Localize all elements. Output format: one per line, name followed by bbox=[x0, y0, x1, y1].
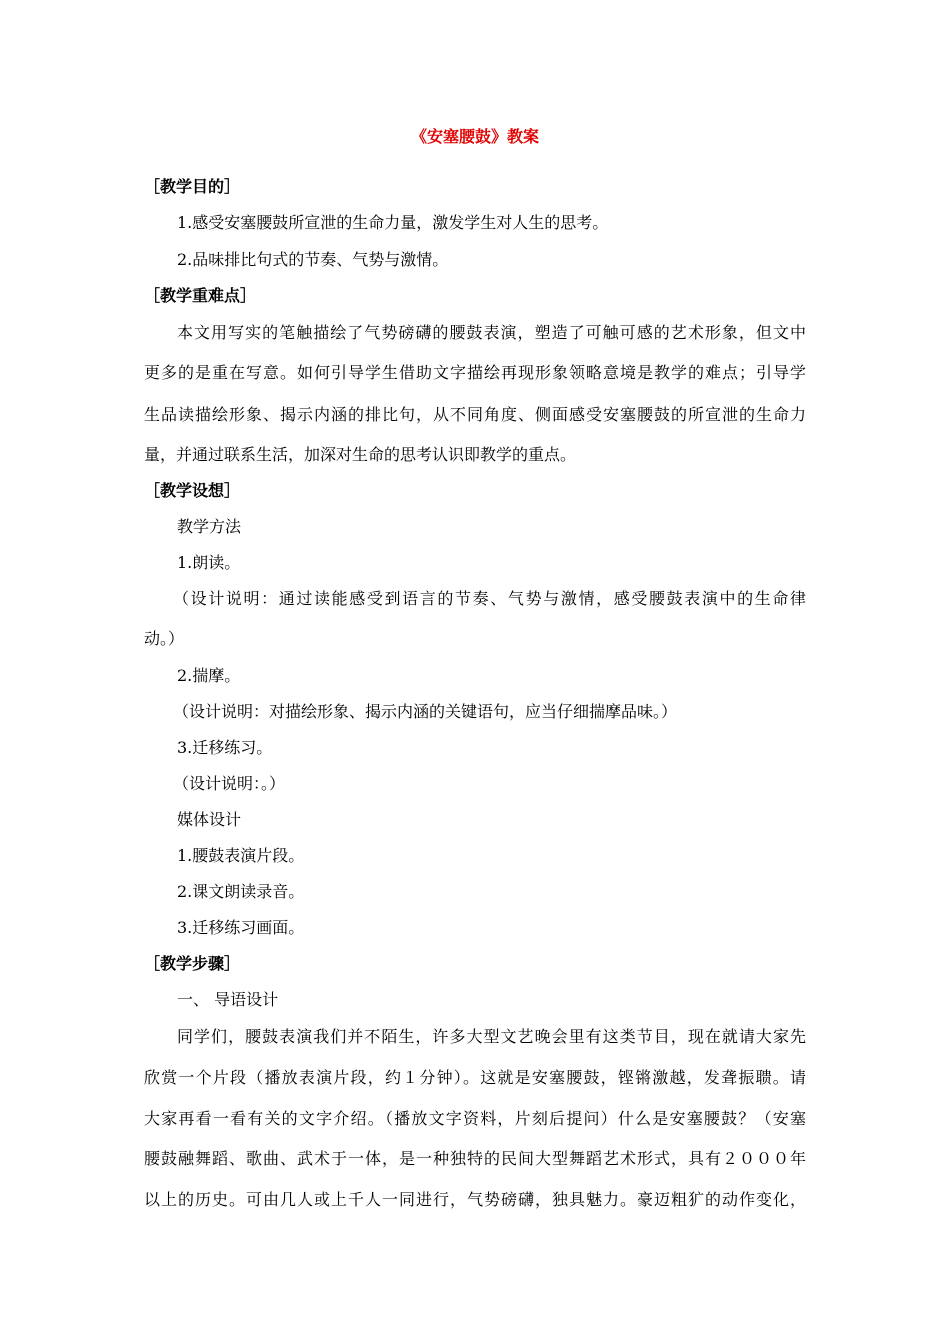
section-heading-steps: ［教学步骤］ bbox=[144, 954, 241, 973]
paragraph-line: 欣赏一个片段（播放表演片段，约１分钟）。这就是安塞腰鼓，铿锵激越，发聋振聩。请 bbox=[144, 1068, 806, 1087]
paragraph-line: 以上的历史。可由几人或上千人一同进行，气势磅礴，独具魅力。豪迈粗犷的动作变化， bbox=[144, 1190, 806, 1209]
design-line: 教学方法 bbox=[177, 517, 242, 536]
design-line: 2.课文朗读录音。 bbox=[177, 882, 305, 901]
design-line: （设计说明：。） bbox=[173, 774, 286, 793]
design-line: 媒体设计 bbox=[177, 810, 242, 829]
paragraph-line: 本文用写实的笔触描绘了气势磅礴的腰鼓表演，塑造了可触可感的艺术形象，但文中 bbox=[177, 323, 806, 342]
design-line: （设计说明：通过读能感受到语言的节奏、气势与激情，感受腰鼓表演中的生命律 bbox=[173, 589, 806, 608]
section-heading-key-points: ［教学重难点］ bbox=[144, 286, 257, 305]
objective-item: 1.感受安塞腰鼓所宣泄的生命力量，激发学生对人生的思考。 bbox=[177, 213, 609, 232]
section-heading-objectives: ［教学目的］ bbox=[144, 177, 241, 196]
design-line: 2.揣摩。 bbox=[177, 666, 241, 685]
design-line: 3.迁移练习画面。 bbox=[177, 918, 305, 937]
paragraph-line: 更多的是重在写意。如何引导学生借助文字描绘再现形象领略意境是教学的难点；引导学 bbox=[144, 363, 806, 382]
paragraph-line: 腰鼓融舞蹈、歌曲、武术于一体，是一种独特的民间大型舞蹈艺术形式，具有２０００年 bbox=[144, 1149, 806, 1168]
paragraph-line: 生品读描绘形象、揭示内涵的排比句，从不同角度、侧面感受安塞腰鼓的所宣泄的生命力 bbox=[144, 405, 806, 424]
section-heading-design: ［教学设想］ bbox=[144, 481, 241, 500]
paragraph-line: 大家再看一看有关的文字介绍。（播放文字资料，片刻后提问）什么是安塞腰鼓？（安塞 bbox=[144, 1109, 806, 1128]
design-line: 3.迁移练习。 bbox=[177, 738, 273, 757]
design-line: 1.朗读。 bbox=[177, 553, 241, 572]
design-line: 动。） bbox=[144, 629, 185, 648]
paragraph-line: 同学们，腰鼓表演我们并不陌生，许多大型文艺晚会里有这类节目，现在就请大家先 bbox=[177, 1027, 806, 1046]
document-title: 《安塞腰鼓》教案 bbox=[410, 127, 539, 146]
design-line: 1.腰鼓表演片段。 bbox=[177, 846, 305, 865]
step-heading-line: 一、 导语设计 bbox=[177, 990, 279, 1009]
objective-item: 2.品味排比句式的节奏、气势与激情。 bbox=[177, 250, 449, 269]
paragraph-line: 量，并通过联系生活，加深对生命的思考认识即教学的重点。 bbox=[144, 445, 577, 464]
design-line: （设计说明：对描绘形象、揭示内涵的关键语句，应当仔细揣摩品味。） bbox=[173, 702, 678, 721]
